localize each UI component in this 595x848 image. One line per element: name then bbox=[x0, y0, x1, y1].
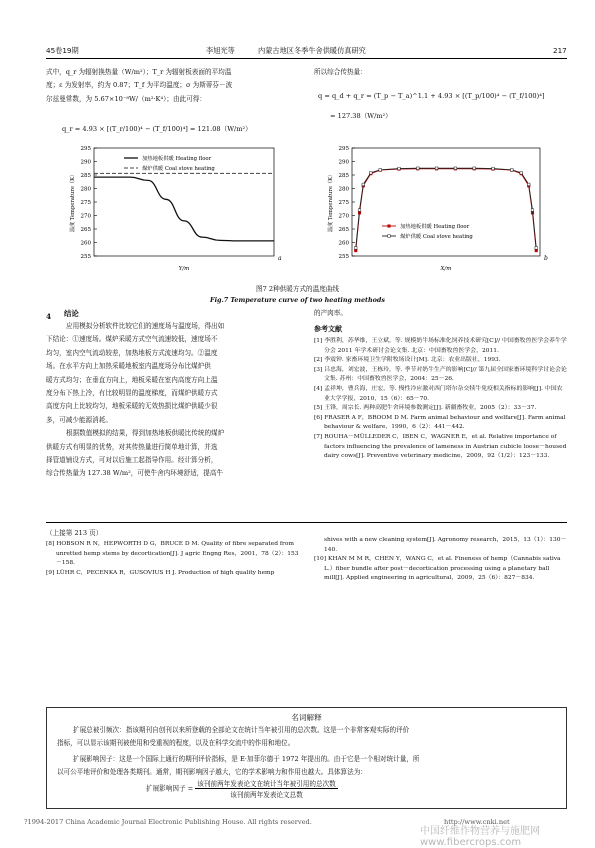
footer-url: http://www.cnki.net bbox=[444, 818, 510, 826]
y-tick-label: 270 bbox=[338, 213, 349, 220]
text-line: 高度方向上比较均匀，地板采暖的无效热损比煤炉供暖少很 bbox=[46, 402, 218, 411]
radiation-formula: q_r = 4.93 × [(T_r/100)⁴ − (T_f/100)⁴] = 121.08（W/m²） bbox=[62, 125, 252, 133]
continued-refs-left bbox=[46, 540, 300, 578]
panel-label: b bbox=[544, 255, 548, 262]
reference-item: [8] HOBSON R N，HEPWORTH D G，BRUCE D M. Quality of fibre separated from unretted hemp stems by decortication[J]. J agric Engng Res，2001，78（2）：153－158. bbox=[46, 541, 299, 567]
legend-label: 加热地板供暖 Heating floor bbox=[142, 156, 212, 162]
formula-fraction bbox=[195, 778, 337, 799]
series-marker bbox=[520, 172, 523, 175]
legend-swatch-marker bbox=[388, 235, 391, 238]
references-title: 参考文献 bbox=[314, 324, 342, 333]
conclusion-continuation: 的产肉率。 bbox=[314, 309, 347, 317]
series-marker bbox=[370, 172, 373, 175]
series-line bbox=[94, 177, 274, 241]
text-line: 应用模拟分析软件比较它们的速度场与温度场，得出如 bbox=[66, 322, 225, 330]
text-line: 均匀，室内空气流动较差，加热地板方式流速均匀。②温度 bbox=[46, 348, 218, 357]
y-tick-label: 260 bbox=[80, 240, 91, 247]
legend-swatch-marker bbox=[388, 225, 391, 228]
text-line: 度分布下热上冷，有比较明显的温度梯度，而煤炉供暖方式 bbox=[46, 389, 218, 398]
reference-item: [5] 王锋，周宗长. 两种高肥牛舍环境参数测定[J]. 新疆畜牧业，2005（2）：33－37. bbox=[314, 405, 537, 412]
text-line: 根据数值模拟的结果，得到加热地板供暖比传统的煤炉 bbox=[66, 429, 225, 438]
y-tick-label: 270 bbox=[80, 213, 91, 220]
text-line: 式中，q_r 为辐射换热量（W/m²）；T_r 为辐射板表面的平均温 bbox=[46, 68, 232, 76]
reference-item: [7] ROUHA－MÜLLEDER C，IBEN C，WAGNER E，et al. Relative importance of factors influencing the prevalence of lameness in Austrian cubicle loose－housed dairy cows[J]. Preventive veterinary medicine，2009，92（1/2）：123－133. bbox=[314, 433, 567, 460]
total-heat-result: = 127.38（W/m²） bbox=[330, 112, 392, 120]
reference-item: [3] 吕忠海，刘宏波，王栋玲，等. 季节对奶牛生产的影响[C]// 第九届全国家畜环境科学讨论会论文集. 苏州：中国畜牧兽医学会，2004：25－26. bbox=[314, 366, 567, 383]
text-line: 择管道铺设方式，可对以后施工起指导作用。经计算分析， bbox=[46, 456, 218, 465]
series-marker bbox=[379, 169, 382, 172]
reference-item: [9] LÜHR C，PECENKA R，GUSOVIUS H J. Production of high quality hemp bbox=[46, 569, 275, 576]
box-text-line: 扩展总被引频次：指该期刊自创刊以来所登载的全部论文在统计当年被引用的总次数。这是一个非常客观实际的评价 bbox=[73, 726, 410, 734]
y-tick-label: 280 bbox=[80, 186, 91, 193]
box-text-line: 指标，可以显示该期刊被使用和受重视的程度，以及在科学交流中的作用和地位。 bbox=[57, 739, 295, 747]
text-line: 下结论：①速度场。煤炉采暖方式空气流速较低，速度场不 bbox=[46, 335, 218, 344]
series-marker bbox=[354, 249, 357, 252]
box-text-line: 扩展影响因子：这是一个国际上通行的期刊评价指标，是 E·加菲尔德于 1972 年提出的。由于它是一个相对统计量，所 bbox=[73, 755, 420, 763]
y-axis-label: 温度 Temperature（K） bbox=[328, 171, 334, 233]
y-tick-label: 295 bbox=[80, 146, 91, 152]
x-axis-label: X/m bbox=[440, 266, 452, 272]
chart-b-svg bbox=[312, 140, 552, 280]
legend-label: 煤炉供暖 Coal stove heating bbox=[142, 166, 215, 172]
series-marker bbox=[417, 167, 420, 170]
y-tick-label: 285 bbox=[80, 173, 91, 179]
text-line: 供暖方式有明显的优势，对其传热量进行简单地计算，并选 bbox=[46, 442, 218, 451]
reference-item: shives with a new cleaning system[J]. Agronomy research，2015，13（1）：130－140. bbox=[324, 537, 567, 553]
y-tick-label: 275 bbox=[80, 200, 91, 206]
reference-item: [4] 孟祥坤，曹兵海，庄宏，等. 慢性冷应激对西门塔尔杂交犊牛免疫相关指标的影响[J]. 中国农业大学学报，2010，15（6）：65－70. bbox=[314, 385, 563, 402]
impact-factor-formula bbox=[146, 778, 338, 799]
series-marker bbox=[511, 169, 514, 172]
plot-frame bbox=[94, 148, 274, 256]
box-title: 名词解释 bbox=[291, 713, 322, 722]
series-marker bbox=[492, 167, 495, 170]
y-tick-label: 275 bbox=[338, 200, 349, 206]
reference-item: [2] 李震钟. 家畜环境卫生学附牧场设计[M]. 北京：农业出版社，1993. bbox=[314, 357, 501, 364]
x-axis-label: Y/m bbox=[178, 266, 190, 272]
text-line: 暖方式均匀；在垂直方向上，地板采暖在室内高度方向上温 bbox=[46, 375, 218, 384]
text-line: 场。在水平方向上加热采暖地板室内温度场分布比煤炉供 bbox=[46, 362, 211, 371]
copyright-footer: ?1994-2017 China Academic Journal Electronic Publishing House. All rights reserved. bbox=[24, 818, 312, 826]
references-list bbox=[314, 337, 568, 462]
section-number: 4 bbox=[46, 312, 52, 321]
y-tick-label: 260 bbox=[338, 240, 349, 247]
figure-caption-cn: 图7 2种供暖方式的温度曲线 bbox=[255, 285, 340, 293]
y-tick-label: 255 bbox=[338, 254, 349, 260]
right-intro-text: 所以综合传热量： bbox=[314, 68, 367, 76]
series-marker bbox=[362, 183, 365, 186]
text-line: 尔兹曼常数，为 5.67×10⁻⁸W/（m²·K⁴）；由此可得： bbox=[46, 94, 206, 103]
y-tick-label: 265 bbox=[80, 227, 91, 233]
series-marker bbox=[535, 249, 538, 252]
series-marker bbox=[354, 247, 357, 250]
watermark: 中国纤维作物营养与施肥网 www.fibercrops.com bbox=[420, 826, 540, 848]
box-text-line: 以可公平地评价和处理各类期刊。通常，期刊影响因子越大，它的学术影响力和作用也越大。具体算法为： bbox=[57, 768, 367, 776]
page-number: 217 bbox=[553, 46, 567, 55]
series-marker bbox=[535, 247, 538, 250]
figure-caption-en: Fig.7 Temperature curve of two heating methods bbox=[210, 296, 385, 304]
series-marker bbox=[435, 167, 438, 170]
panel-label: a bbox=[278, 255, 282, 262]
reference-item: [6] FRASER A F，BROOM D M. Farm animal behaviour and welfare[J]. Farm animal behaviour & welfare，1990，6（2）：441－442. bbox=[314, 414, 566, 431]
y-tick-label: 280 bbox=[338, 186, 349, 193]
series-marker bbox=[398, 167, 401, 170]
legend-label: 煤炉供暖 Coal stove heating bbox=[400, 234, 473, 240]
text-line: 度；ε 为发射率，约为 0.87；T_f 为平均温度；σ 为斯蒂芬－波 bbox=[46, 81, 233, 90]
y-axis-label: 温度 Temperature（K） bbox=[70, 171, 76, 233]
text-line: 多，可减少能源消耗。 bbox=[46, 415, 112, 424]
series-marker bbox=[454, 167, 457, 170]
legend-label: 加热地板供暖 Heating floor bbox=[400, 224, 470, 230]
reference-item: [10] KHAN M M R，CHEN Y，WANG C，et al. Fineness of hemp（Cannabis sativa L.）fiber bundle after post－decortication processing using a planetary ball mill[J]. Applied engineering in agricultural，2009，25（6）：827－834. bbox=[314, 556, 561, 582]
chart-a-svg bbox=[54, 140, 284, 280]
chart-b bbox=[312, 140, 552, 280]
formula-denominator: 该刊前两年发表论文总数 bbox=[230, 791, 303, 799]
y-tick-label: 255 bbox=[80, 254, 91, 260]
section-title: 结论 bbox=[64, 309, 79, 318]
series-marker bbox=[531, 209, 534, 212]
running-authors: 李旭光等 bbox=[206, 46, 235, 55]
y-tick-label: 290 bbox=[338, 159, 349, 166]
continued-from-header: （上接第 213 页） bbox=[46, 529, 103, 537]
series-marker bbox=[473, 167, 476, 170]
formula-lhs: 扩展影响因子 = bbox=[146, 784, 194, 793]
journal-volume: 45卷19期 bbox=[46, 46, 79, 55]
running-title: 内蒙古地区冬季牛舍供暖仿真研究 bbox=[258, 46, 366, 55]
reference-item: [1] 李胜利，苏华维，王立斌，等. 规模奶牛场标准化饲养技术研究[C]// 中国畜牧兽医学会养牛学分会 2011 年学术研讨会论文集. 北京：中国畜牧兽医学会，2011. bbox=[314, 338, 567, 354]
section-divider bbox=[46, 522, 567, 523]
y-tick-label: 290 bbox=[80, 159, 91, 166]
y-tick-label: 285 bbox=[338, 173, 349, 179]
header-rule bbox=[46, 58, 567, 59]
y-tick-label: 295 bbox=[338, 146, 349, 152]
y-tick-label: 265 bbox=[338, 227, 349, 233]
conclusion-body bbox=[46, 320, 302, 481]
series-marker bbox=[358, 209, 361, 212]
continued-refs-right bbox=[314, 536, 568, 584]
left-intro-text bbox=[46, 66, 300, 106]
series-marker bbox=[527, 183, 530, 186]
chart-a bbox=[54, 140, 284, 280]
formula-numerator: 该刊前两年发表论文在统计当年被引用的总次数 bbox=[197, 780, 336, 788]
total-heat-formula: q = q_d + q_r = (T_p − T_a)^1.1 + 4.93 × [(T_p/100)⁴ − (T_f/100)⁴] bbox=[318, 92, 545, 100]
text-line: 综合传热量为 127.38 W/m²，可使牛舍内环境舒适，提高牛 bbox=[46, 469, 224, 478]
